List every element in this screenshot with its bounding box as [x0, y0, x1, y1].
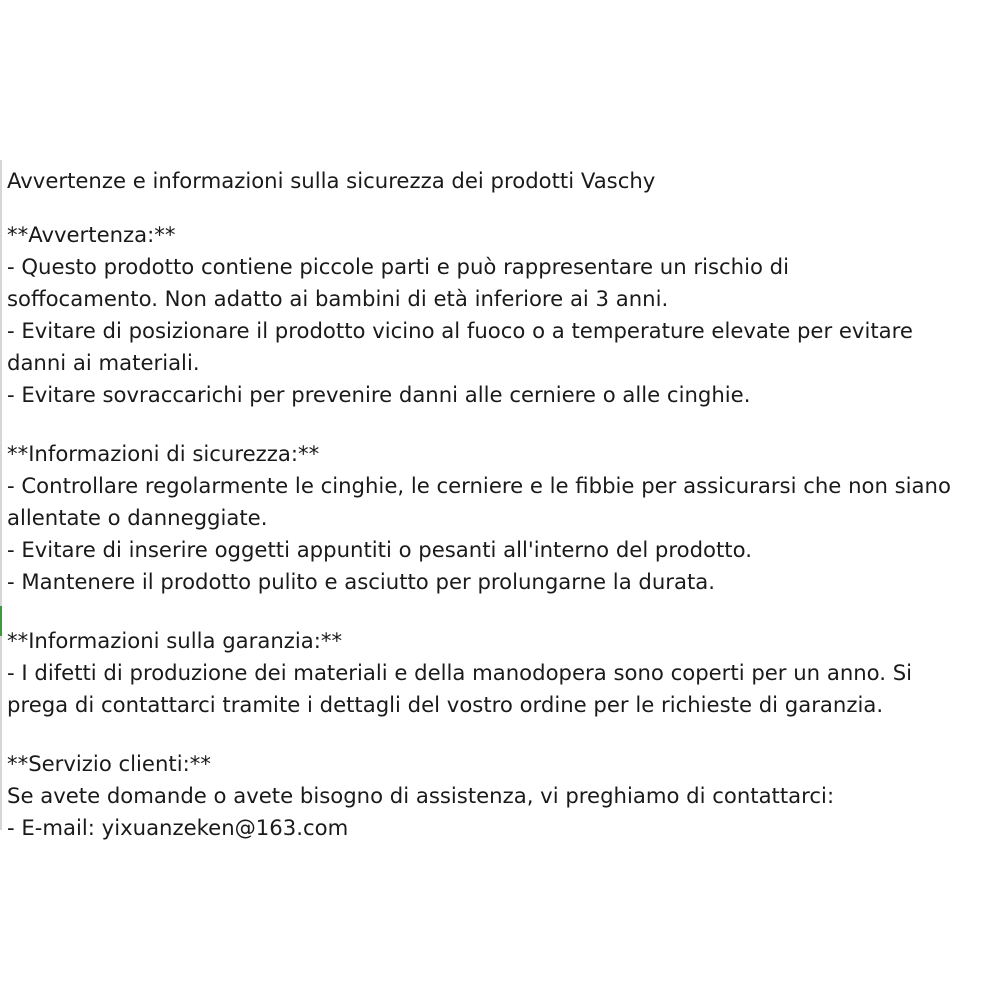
body-line: - Evitare sovraccarichi per prevenire danni alle cerniere o alle cinghie.: [7, 382, 751, 407]
body-line: - I difetti di produzione dei materiali e della manodopera sono coperti per un anno. Si: [7, 660, 913, 685]
section-heading: **Servizio clienti:**: [7, 751, 211, 776]
left-border-line: [0, 160, 2, 830]
body-line: Se avete domande o avete bisogno di assistenza, vi preghiamo di contattarci:: [7, 783, 835, 808]
section-customer-service: [7, 748, 997, 844]
section-safety-info: [7, 438, 997, 598]
body-line: soffocamento. Non adatto ai bambini di età inferiore ai 3 anni.: [7, 286, 669, 311]
body-line: - Controllare regolarmente le cinghie, le cerniere e le fibbie per assicurarsi che non siano: [7, 473, 951, 498]
body-line: - Evitare di inserire oggetti appuntiti o pesanti all'interno del prodotto.: [7, 537, 752, 562]
section-warning: [7, 219, 997, 411]
body-line: - Questo prodotto contiene piccole parti e può rappresentare un rischio di: [7, 254, 789, 279]
section-heading: **Informazioni di sicurezza:**: [7, 441, 320, 466]
email-line: - E-mail: yixuanzeken@163.com: [7, 815, 349, 840]
body-line: prega di contattarci tramite i dettagli del vostro ordine per le richieste di garanzia.: [7, 692, 884, 717]
section-warranty: [7, 625, 997, 721]
body-line: - Evitare di posizionare il prodotto vicino al fuoco o a temperature elevate per evitare: [7, 318, 913, 343]
body-line: - Mantenere il prodotto pulito e asciutto per prolungarne la durata.: [7, 569, 716, 594]
section-heading: **Informazioni sulla garanzia:**: [7, 628, 343, 653]
document-body: [7, 165, 997, 844]
body-line: allentate o danneggiate.: [7, 505, 268, 530]
body-line: danni ai materiali.: [7, 350, 200, 375]
section-heading: **Avvertenza:**: [7, 222, 176, 247]
text-cursor-marker: [0, 606, 2, 636]
document-title: Avvertenze e informazioni sulla sicurezza dei prodotti Vaschy: [7, 168, 656, 193]
